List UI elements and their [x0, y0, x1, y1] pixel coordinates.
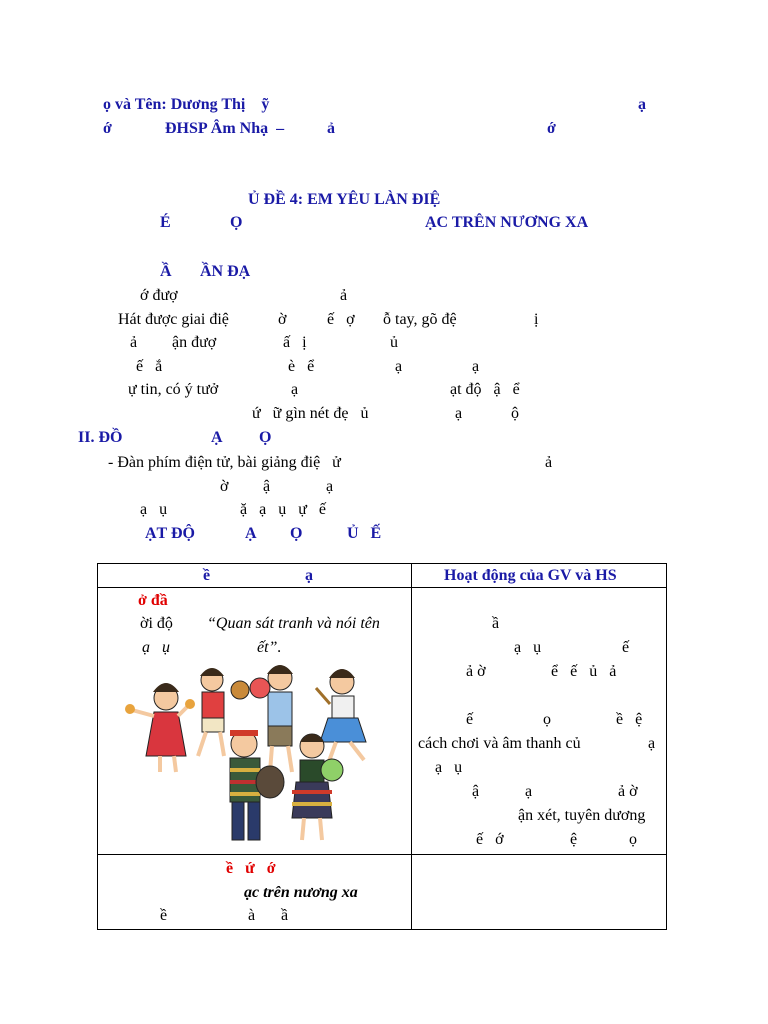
author-line: ọ và Tên: Dương Thị ỹ	[103, 96, 270, 113]
objective-line: ớ đượ	[140, 287, 178, 304]
child-figure	[250, 665, 293, 772]
section2-heading-b: Ạ	[211, 429, 223, 446]
activity-line: ệ	[570, 831, 578, 848]
objective-line: ận đượ	[172, 334, 217, 351]
row1-quote-end: ết”.	[257, 639, 282, 656]
topic-subtitle-right: ẠC TRÊN NƯƠNG XA	[425, 214, 589, 231]
equipment-line: ờ	[220, 478, 229, 495]
equipment-line: ả	[545, 454, 553, 471]
section3-heading-d: Ủ Ế	[347, 525, 382, 542]
activity-line: ề ệ	[616, 711, 643, 728]
objective-line: ạ	[455, 405, 463, 422]
section1-heading-b: ẦN ĐẠ	[200, 263, 251, 280]
activity-line: ế	[622, 639, 630, 656]
section2-heading-c: Ọ	[259, 429, 272, 446]
activity-line: cách chơi và âm thanh củ	[418, 735, 581, 752]
row2-line: ầ	[281, 907, 289, 924]
section3-heading-c: Ọ	[290, 525, 303, 542]
school-prefix: ớ	[103, 120, 112, 137]
activity-line: ế ớ	[476, 831, 504, 848]
topic-subtitle-mid: Ọ	[230, 214, 243, 231]
objective-line: è ể	[288, 358, 315, 375]
activity-line: ầ	[492, 615, 500, 632]
objective-line: ủ	[390, 334, 398, 351]
objective-line: ấ ị	[283, 334, 307, 351]
activity-line: ọ	[543, 711, 551, 728]
equipment-line: ạ ụ	[140, 501, 168, 518]
row1-text: ạ ụ	[142, 639, 170, 656]
section3-heading-b: Ạ	[245, 525, 257, 542]
topic-title: Ủ ĐỀ 4: EM YÊU LÀN ĐIỆ	[248, 191, 441, 208]
table-header-col1-a: ề	[203, 567, 211, 584]
table-header-col1-b: ạ	[305, 567, 313, 584]
objective-line: ờ	[278, 311, 287, 328]
objective-line: ạ	[395, 358, 403, 375]
topic-subtitle-left: É	[160, 214, 171, 231]
table-border-bottom	[97, 929, 667, 930]
equipment-line: ạ	[326, 478, 334, 495]
table-border-header	[97, 587, 667, 588]
activity-line: ạ ụ	[435, 759, 463, 776]
activity-line: ậ	[472, 783, 480, 800]
objective-line: ạ	[472, 358, 480, 375]
row2-song-title: ạc trên nương xa	[244, 884, 358, 901]
objective-line: ạt độ ậ ể	[450, 381, 520, 398]
header-marker: ạ	[638, 96, 646, 113]
row2-line: ề	[160, 907, 168, 924]
row1-text: ời độ	[140, 615, 173, 632]
activity-line: ể ế ủ ả	[551, 663, 617, 680]
table-border-left	[97, 563, 98, 930]
objective-line: ộ	[511, 405, 519, 422]
table-border-row	[97, 854, 667, 855]
table-border-top	[97, 563, 667, 564]
school-mark: ả	[327, 120, 335, 137]
child-figure	[292, 734, 343, 840]
section3-heading-a: ẠT ĐỘ	[145, 525, 195, 542]
activity-line: ế	[466, 711, 474, 728]
table-header-col2: Hoạt động của GV và HS	[444, 567, 617, 584]
equipment-line: ặ ạ ụ ự ế	[240, 501, 326, 518]
activity-line: ạ	[525, 783, 533, 800]
row2-label: ề ứ ớ	[226, 860, 276, 877]
school-name: ĐHSP Âm Nhạ –	[165, 120, 285, 137]
activity-line: ọ	[629, 831, 637, 848]
objective-line: ế ợ	[327, 311, 355, 328]
objective-line: ế ắ	[136, 358, 163, 375]
row1-label: ở đầ	[138, 592, 168, 609]
table-border-middle	[411, 563, 412, 930]
row2-line: à	[248, 907, 256, 924]
objective-line: ị	[534, 311, 539, 328]
objective-line: Hát được giai điệ	[118, 311, 229, 328]
activity-line: ạ	[648, 735, 656, 752]
children-instruments-illustration	[120, 664, 388, 850]
activity-line: ạ ụ	[514, 639, 542, 656]
header-marker-2: ớ	[547, 120, 556, 137]
objective-line: ứ ữ gìn nét đẹ ủ	[252, 405, 369, 422]
row1-quote: “Quan sát tranh và nói tên	[207, 615, 380, 632]
section1-heading-a: Ầ	[160, 263, 172, 280]
child-figure	[125, 683, 195, 772]
section2-heading-a: II. ĐỒ	[78, 429, 123, 446]
objective-line: ự tin, có ý tưở	[128, 381, 219, 398]
objective-line: ạ	[291, 381, 299, 398]
table-border-right	[666, 563, 667, 930]
activity-line: ả ờ	[618, 783, 638, 800]
objective-line: ả	[340, 287, 348, 304]
activity-line: ả ờ	[466, 663, 486, 680]
equipment-line: ậ	[263, 478, 271, 495]
objective-line: ỗ tay, gõ đệ	[383, 311, 457, 328]
equipment-line: - Đàn phím điện tử, bài giảng điệ ử	[108, 454, 341, 471]
objective-line: ả	[130, 334, 138, 351]
activity-line: ận xét, tuyên dương	[518, 807, 646, 824]
